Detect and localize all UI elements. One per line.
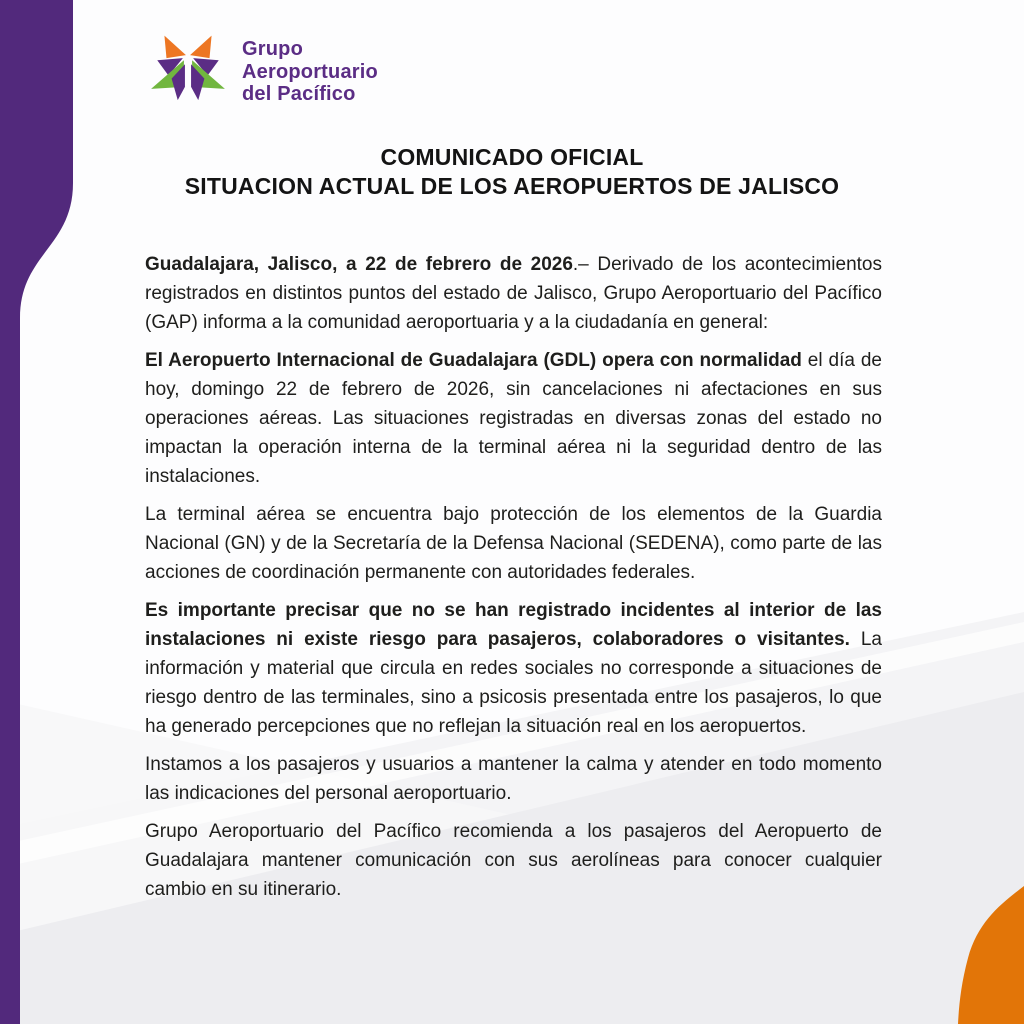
gap-star-icon (147, 29, 229, 117)
paragraph-text: La información y material que circula en redes sociales no corresponde a situaciones de riesgo dentro de las terminales, sino a psicosis presentada entre los pasajeros, lo que ha generado percepciones que no reflejan la situación real en los aeropuertos. (145, 629, 882, 737)
paragraph-text: Instamos a los pasajeros y usuarios a mantener la calma y atender en todo momento las indicaciones del personal aeroportuario. (145, 754, 882, 804)
document-body (145, 250, 882, 913)
paragraph-text: La terminal aérea se encuentra bajo protección de los elementos de la Guardia Nacional (GN) y de la Secretaría de la Defensa Nacional (SEDENA), como parte de las acciones de coordinación permanente con autoridades federales. (145, 504, 882, 583)
paragraph (145, 817, 882, 904)
logo-text-line: Aeroportuario (242, 60, 378, 83)
paragraph (145, 596, 882, 741)
logo-text-line: Grupo (242, 38, 303, 60)
paragraph-text: el día de hoy, domingo 22 de febrero de 2026, sin cancelaciones ni afectaciones en sus operaciones aéreas. Las situaciones registradas en diversas zonas del estado no impactan la operación interna de la terminal aérea ni la seguridad dentro de las instalaciones. (145, 350, 882, 487)
logo-text-line: del Pacífico (242, 83, 356, 105)
title-line-2: SITUACION ACTUAL DE LOS AEROPUERTOS DE JALISCO (184, 173, 840, 199)
paragraph-bold-lead: Es importante precisar que no se han registrado incidentes al interior de las instalaciones ni existe riesgo para pasajeros, colaboradores o visitantes. (145, 600, 882, 650)
star-wing-orange-right (190, 36, 212, 59)
paragraph-text: Grupo Aeroportuario del Pacífico recomienda a los pasajeros del Aeropuerto de Guadalajara mantener comunicación con sus aerolíneas para conocer cualquier cambio en su itinerario. (145, 821, 882, 900)
paragraph-bold-lead: Guadalajara, Jalisco, a 22 de febrero de 2026 (145, 254, 573, 275)
paragraph (145, 250, 882, 337)
logo-wordmark (242, 29, 378, 106)
paragraph (145, 750, 882, 808)
paragraph-bold-lead: El Aeropuerto Internacional de Guadalajara (GDL) opera con normalidad (145, 350, 802, 371)
document-title (0, 143, 1024, 201)
paragraph (145, 500, 882, 587)
paragraph-text: .– Derivado de los acontecimientos registrados en distintos puntos del estado de Jalisco, Grupo Aeroportuario del Pacífico (GAP) informa a la comunidad aeroportuaria y a la ciudadanía en general: (145, 254, 882, 333)
gap-logo (147, 29, 378, 117)
orange-corner-shape (958, 886, 1024, 1024)
paragraph (145, 346, 882, 491)
star-wing-orange-left (164, 36, 186, 59)
title-line-1: COMUNICADO OFICIAL (380, 144, 644, 170)
